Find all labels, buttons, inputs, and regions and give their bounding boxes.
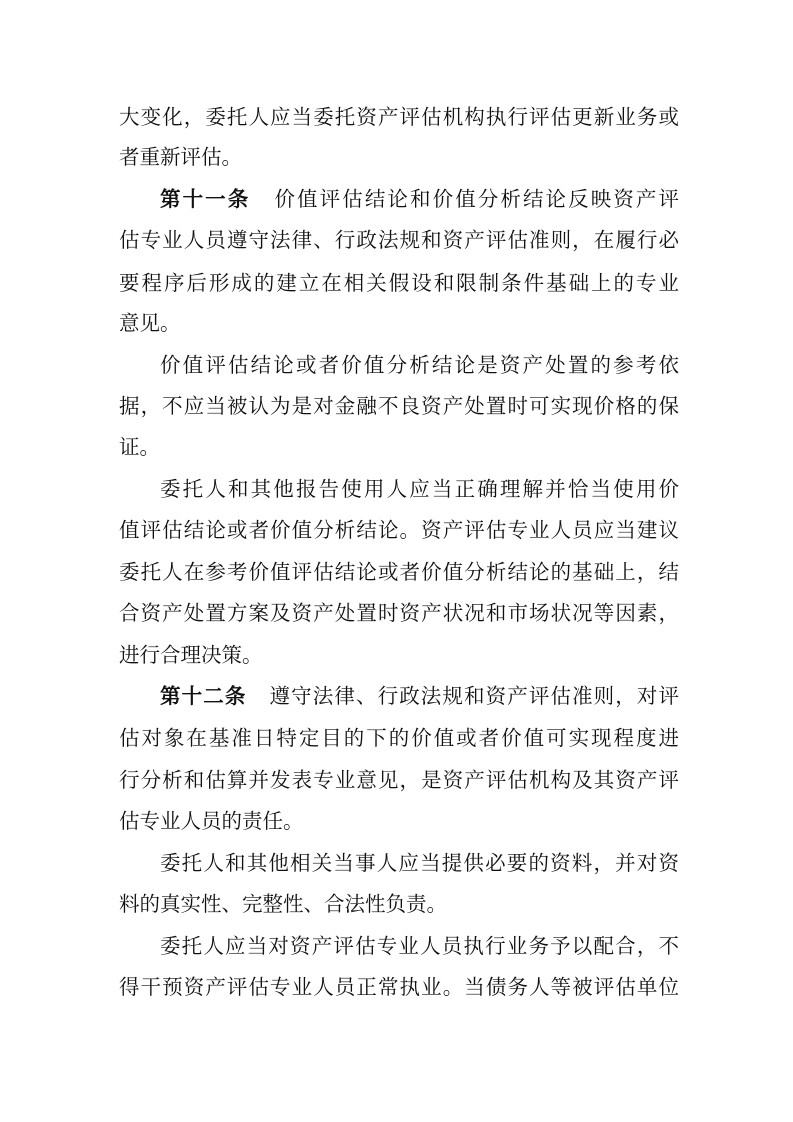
- text-line: 者重新评估。: [119, 145, 242, 169]
- text-line: 据，不应当被认为是对金融不良资产处置时可实现价格的保: [119, 394, 679, 418]
- article-text: 价值评估结论和价值分析结论反映资产评: [272, 187, 679, 211]
- text-line: 估专业人员遵守法律、行政法规和资产评估准则，在履行必: [119, 228, 679, 252]
- article-12-line: [119, 681, 679, 711]
- text-line: 估专业人员的责任。: [119, 809, 304, 833]
- article-heading: 第十二条: [160, 684, 247, 708]
- text-line: 估对象在基准日特定目的下的价值或者价值可实现程度进: [119, 726, 679, 750]
- article-11-line: [119, 184, 679, 214]
- article-text: 遵守法律、行政法规和资产评估准则，对评: [268, 684, 679, 708]
- text-line: 委托人在参考价值评估结论或者价值分析结论的基础上，结: [119, 560, 679, 584]
- text-line: 得干预资产评估专业人员正常执业。当债务人等被评估单位: [119, 975, 679, 999]
- text-line: 要程序后形成的建立在相关假设和限制条件基础上的专业: [119, 271, 679, 295]
- text-line: 合资产处置方案及资产处置时资产状况和市场状况等因素，: [119, 601, 679, 625]
- text-line: 进行合理决策。: [119, 643, 263, 667]
- text-line: 行分析和估算并发表专业意见，是资产评估机构及其资产评: [119, 768, 679, 792]
- paragraph-line: 价值评估结论或者价值分析结论是资产处置的参考依: [160, 353, 679, 377]
- text-line: 证。: [119, 435, 160, 459]
- text-line: 值评估结论或者价值分析结论。资产评估专业人员应当建议: [119, 518, 679, 542]
- text-line: 料的真实性、完整性、合法性负责。: [119, 892, 447, 916]
- article-heading: 第十一条: [160, 187, 251, 211]
- text-line: 大变化，委托人应当委托资产评估机构执行评估更新业务或: [119, 105, 679, 129]
- text-line: 意见。: [119, 311, 181, 335]
- paragraph-line: 委托人和其他相关当事人应当提供必要的资料，并对资: [160, 851, 679, 875]
- paragraph-line: 委托人和其他报告使用人应当正确理解并恰当使用价: [160, 477, 679, 501]
- paragraph-line: 委托人应当对资产评估专业人员执行业务予以配合，不: [160, 934, 679, 958]
